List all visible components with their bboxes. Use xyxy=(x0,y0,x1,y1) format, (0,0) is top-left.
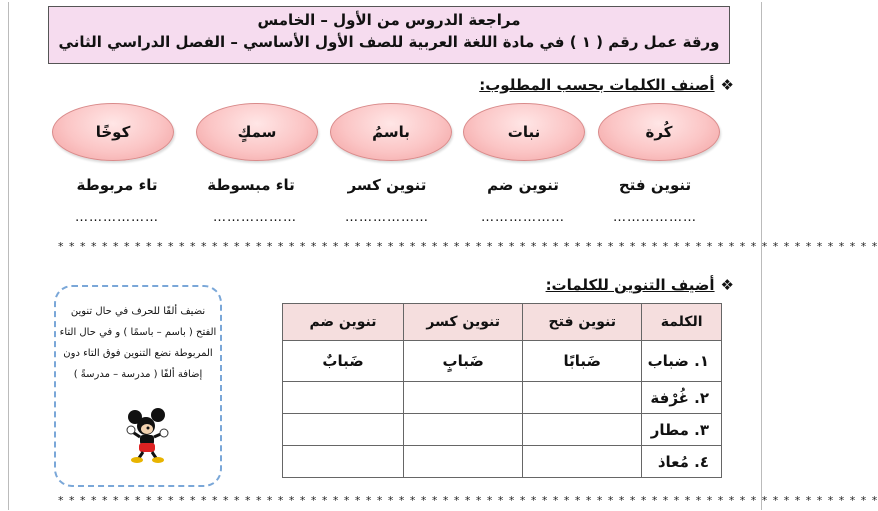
answer-cell-kasr[interactable]: ضَبابٍ xyxy=(404,341,523,382)
answer-cell-fath[interactable] xyxy=(523,382,642,414)
separator-line-2: * * * * * * * * * * * * * * * * * * * * * * * * * * * * * * * * * * * * * * * * * * * * * * * * * * * * * * * * * * * * * * * * * * * * * * * * * * * xyxy=(58,494,878,507)
word-oval-4: سمكٍ xyxy=(196,103,318,161)
tip-note-box xyxy=(54,285,222,487)
answer-blank-2[interactable]: ……………… xyxy=(481,210,565,225)
word-oval-2: نبات xyxy=(463,103,585,161)
column-header-kasr: تنوين كسر xyxy=(404,304,523,341)
table-row xyxy=(283,414,722,446)
column-header-damm: تنوين ضم xyxy=(283,304,404,341)
section2-title-text: أضيف التنوين للكلمات: xyxy=(545,276,715,294)
section1-title xyxy=(479,76,734,94)
separator-line-1: * * * * * * * * * * * * * * * * * * * * * * * * * * * * * * * * * * * * * * * * * * * * * * * * * * * * * * * * * * * * * * * * * * * * * * * * * * * xyxy=(58,240,878,253)
answer-cell-damm[interactable]: ضَبابٌ xyxy=(283,341,404,382)
section1-title-text: أصنف الكلمات بحسب المطلوب: xyxy=(479,76,715,94)
worksheet-header xyxy=(48,6,730,64)
answer-cell-fath[interactable]: ضَبابًا xyxy=(523,341,642,382)
answer-blank-3[interactable]: ……………… xyxy=(345,210,429,225)
table-row xyxy=(283,382,722,414)
row-word: ٢. غُرْفة xyxy=(642,382,722,414)
word-oval-1: كُرة xyxy=(598,103,720,161)
tip-line-4: إضافة ألفًا ( مدرسة – مدرسةً ) xyxy=(73,369,203,380)
tip-line-3: المربوطة نضع التنوين فوق التاء دون xyxy=(63,348,213,359)
category-label-5: تاء مربوطة xyxy=(76,176,158,194)
category-label-3: تنوين كسر xyxy=(347,176,427,194)
answer-blank-1[interactable]: ……………… xyxy=(613,210,697,225)
answer-cell-damm[interactable] xyxy=(283,414,404,446)
answer-cell-fath[interactable] xyxy=(523,446,642,478)
mickey-mouse-icon xyxy=(126,407,170,465)
answer-blank-5[interactable]: ……………… xyxy=(75,210,159,225)
answer-cell-kasr[interactable] xyxy=(404,382,523,414)
category-label-2: تنوين ضم xyxy=(487,176,559,194)
diamond-bullet-icon: ❖ xyxy=(720,276,734,294)
answer-cell-fath[interactable] xyxy=(523,414,642,446)
column-header-word: الكلمة xyxy=(642,304,722,341)
category-label-4: تاء مبسوطة xyxy=(207,176,295,194)
category-label-1: تنوين فتح xyxy=(618,176,692,194)
answer-cell-damm[interactable] xyxy=(283,382,404,414)
tanween-table xyxy=(282,303,722,478)
row-word: ١. ضباب xyxy=(642,341,722,382)
header-subtitle: ورقة عمل رقم ( ١ ) في مادة اللغة العربية للصف الأول الأساسي – الفصل الدراسي الثاني xyxy=(58,33,720,51)
answer-cell-kasr[interactable] xyxy=(404,446,523,478)
tip-line-1: نضيف ألفًا للحرف في حال تنوين xyxy=(70,306,206,317)
header-title: مراجعة الدروس من الأول – الخامس xyxy=(257,11,521,29)
word-oval-5: كوخًا xyxy=(52,103,174,161)
diamond-bullet-icon: ❖ xyxy=(720,76,734,94)
answer-cell-kasr[interactable] xyxy=(404,414,523,446)
table-row xyxy=(283,446,722,478)
column-header-fath: تنوين فتح xyxy=(523,304,642,341)
row-word: ٣. مطار xyxy=(642,414,722,446)
tip-line-2: الفتح ( باسم – باسمًا ) و في حال التاء xyxy=(59,327,217,338)
row-word: ٤. مُعاذ xyxy=(642,446,722,478)
answer-blank-4[interactable]: ……………… xyxy=(213,210,297,225)
section2-title xyxy=(546,276,734,294)
answer-cell-damm[interactable] xyxy=(283,446,404,478)
table-row xyxy=(283,341,722,382)
word-oval-3: باسمُ xyxy=(330,103,452,161)
